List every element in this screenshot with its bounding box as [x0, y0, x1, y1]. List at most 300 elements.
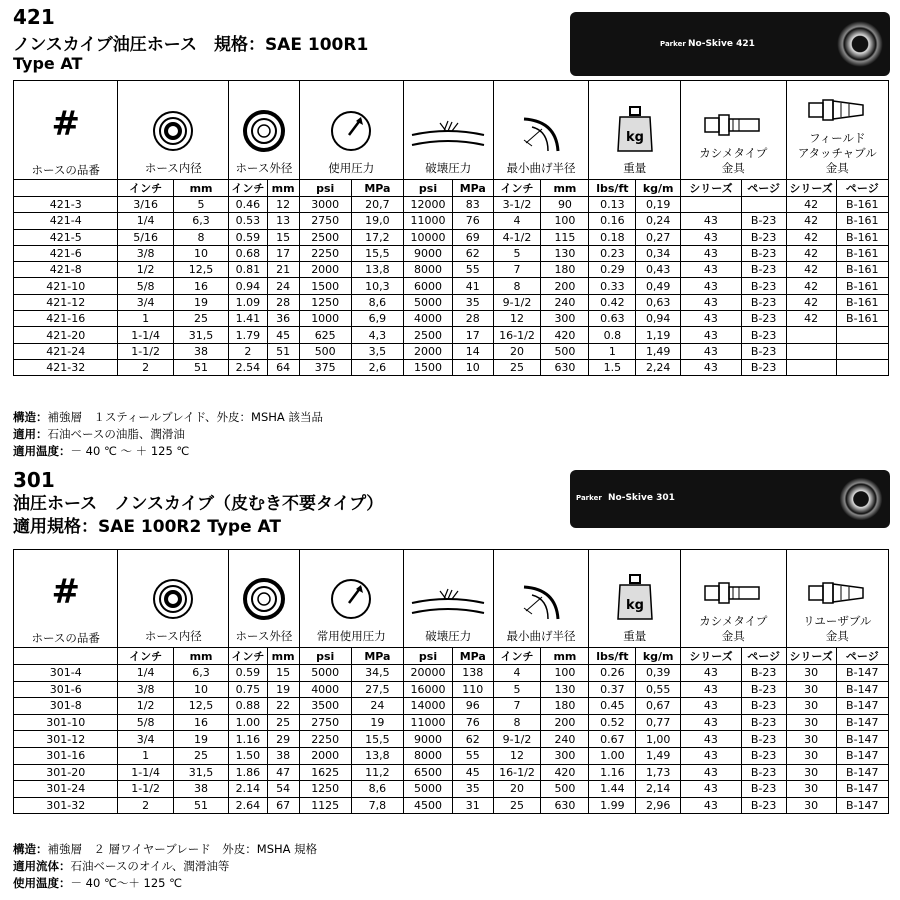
hash-icon: # — [51, 571, 80, 612]
table-cell: 5 — [173, 197, 228, 213]
table-cell: 43 — [681, 343, 742, 359]
table-cell: B-161 — [836, 213, 888, 229]
outer-diameter-icon — [229, 577, 298, 624]
hose-end — [830, 12, 890, 76]
header-row — [14, 81, 889, 180]
table-cell: 0,27 — [636, 229, 681, 245]
table-cell: 1 — [118, 311, 173, 327]
part-number-cell: 421-16 — [14, 311, 118, 327]
section-subtitle: Type AT — [13, 54, 83, 73]
hose-label: No-Skive 301 — [608, 493, 675, 503]
table-cell: 1250 — [299, 781, 351, 798]
table-cell: B-23 — [741, 359, 786, 375]
part-number-cell: 421-5 — [14, 229, 118, 245]
table-cell: 6,3 — [173, 665, 228, 682]
table-cell: 0.42 — [589, 294, 636, 310]
unit-label: インチ — [493, 648, 541, 665]
table-cell: 7,8 — [351, 797, 403, 814]
table-cell: 31,5 — [173, 327, 228, 343]
table-cell: B-147 — [836, 747, 888, 764]
part-number-cell: 301-16 — [14, 747, 118, 764]
table-cell: 1/2 — [118, 262, 173, 278]
unit-label: mm — [267, 180, 299, 197]
table-cell: 0.53 — [229, 213, 267, 229]
field-fitting-icon — [787, 580, 888, 609]
table-cell: 1,73 — [636, 764, 681, 781]
table-cell: 16-1/2 — [493, 764, 541, 781]
table-cell: 30 — [786, 747, 836, 764]
table-cell: 1,49 — [636, 343, 681, 359]
note-line: 適用流体：石油ベースのオイル、潤滑油等 — [13, 859, 230, 873]
table-cell: 2250 — [299, 245, 351, 261]
table-cell: 115 — [541, 229, 589, 245]
table-cell: 5/16 — [118, 229, 173, 245]
unit-label: シリーズ — [786, 648, 836, 665]
table-cell: 25 — [173, 311, 228, 327]
table-cell: 17 — [267, 245, 299, 261]
table-cell: 1-1/4 — [118, 327, 173, 343]
table-cell: 1.16 — [589, 764, 636, 781]
table-cell: 43 — [681, 213, 742, 229]
table-cell: 16000 — [404, 681, 453, 698]
table-cell: 9-1/2 — [493, 731, 541, 748]
table-cell: 8 — [173, 229, 228, 245]
table-cell — [786, 327, 836, 343]
table-cell: 1250 — [299, 294, 351, 310]
table-cell: 1500 — [404, 359, 453, 375]
table-cell: 20,7 — [351, 197, 403, 213]
section-subtitle: 適用規格：SAE 100R2 Type AT — [13, 517, 281, 537]
table-cell: 17,2 — [351, 229, 403, 245]
table-cell: B-147 — [836, 781, 888, 798]
header-pressure-gauge: 使用圧力 — [299, 81, 403, 180]
table-cell: 6,3 — [173, 213, 228, 229]
table-cell: 4 — [493, 213, 541, 229]
header-crimp-fitting: カシメタイプ 金具 — [681, 81, 786, 180]
header-crimp-fitting: カシメタイプ 金具 — [681, 550, 786, 648]
table-cell: 0.63 — [589, 311, 636, 327]
table-cell: 5000 — [404, 781, 453, 798]
part-number-cell: 421-4 — [14, 213, 118, 229]
table-cell: 12,5 — [173, 698, 228, 715]
header-part-number: # ホースの品番 — [14, 550, 118, 648]
table-cell: B-23 — [741, 764, 786, 781]
table-row — [14, 229, 889, 245]
table-cell: 17 — [453, 327, 493, 343]
table-cell: 51 — [173, 797, 228, 814]
table-cell: 0.8 — [589, 327, 636, 343]
table-cell: 29 — [267, 731, 299, 748]
table-cell: B-161 — [836, 294, 888, 310]
table-cell: 20 — [493, 781, 541, 798]
table-cell: 38 — [173, 781, 228, 798]
table-cell: 10 — [173, 681, 228, 698]
unit-label: MPa — [453, 648, 493, 665]
spec-table-421 — [13, 80, 889, 376]
table-cell: 35 — [453, 294, 493, 310]
table-cell: 76 — [453, 213, 493, 229]
part-number-cell: 301-6 — [14, 681, 118, 698]
table-cell: 2.64 — [229, 797, 267, 814]
table-cell: 1/4 — [118, 213, 173, 229]
table-cell: 0.29 — [589, 262, 636, 278]
table-cell: 30 — [786, 797, 836, 814]
section-301 — [0, 465, 900, 900]
note-line: 構造：補強層 １スティールブレイド、外皮：MSHA 該当品 — [13, 410, 323, 424]
table-row — [14, 665, 889, 682]
table-cell: 96 — [453, 698, 493, 715]
table-cell: 43 — [681, 731, 742, 748]
table-cell: 55 — [453, 262, 493, 278]
table-cell: 0,19 — [636, 197, 681, 213]
table-cell: 16 — [173, 714, 228, 731]
table-row — [14, 245, 889, 261]
part-number-cell: 301-20 — [14, 764, 118, 781]
unit-label: シリーズ — [681, 180, 742, 197]
inner-diameter-icon — [118, 109, 228, 156]
table-cell: 8 — [493, 714, 541, 731]
table-cell: 3-1/2 — [493, 197, 541, 213]
table-cell: 630 — [541, 359, 589, 375]
table-cell: B-147 — [836, 681, 888, 698]
table-cell: 2750 — [299, 213, 351, 229]
table-cell: B-23 — [741, 714, 786, 731]
table-cell: 1-1/4 — [118, 764, 173, 781]
unit-label: MPa — [351, 180, 403, 197]
unit-label: psi — [299, 180, 351, 197]
table-cell: 45 — [267, 327, 299, 343]
table-cell: 42 — [786, 278, 836, 294]
table-cell: 11000 — [404, 714, 453, 731]
table-cell: 6,9 — [351, 311, 403, 327]
table-cell: 1 — [118, 747, 173, 764]
table-cell: 42 — [786, 294, 836, 310]
table-cell: 76 — [453, 714, 493, 731]
table-cell: 0,43 — [636, 262, 681, 278]
table-cell — [681, 197, 742, 213]
table-cell: 0,63 — [636, 294, 681, 310]
table-cell: 4000 — [299, 681, 351, 698]
table-cell: 28 — [267, 294, 299, 310]
table-cell: 43 — [681, 229, 742, 245]
table-cell: 3/8 — [118, 681, 173, 698]
table-cell: 36 — [267, 311, 299, 327]
table-cell: 43 — [681, 327, 742, 343]
part-number-cell: 301-12 — [14, 731, 118, 748]
table-row — [14, 731, 889, 748]
table-cell: 1.00 — [229, 714, 267, 731]
table-cell: B-23 — [741, 731, 786, 748]
table-cell: 5 — [493, 245, 541, 261]
table-cell: B-23 — [741, 262, 786, 278]
table-cell — [786, 343, 836, 359]
table-cell: 375 — [299, 359, 351, 375]
table-cell: 83 — [453, 197, 493, 213]
burst-icon — [404, 119, 493, 156]
table-cell: 0.33 — [589, 278, 636, 294]
table-cell: 1.09 — [229, 294, 267, 310]
unit-label: ページ — [836, 648, 888, 665]
table-cell: 0,39 — [636, 665, 681, 682]
header-pressure-gauge: 常用使用圧力 — [299, 550, 403, 648]
table-cell: B-147 — [836, 714, 888, 731]
table-cell: 25 — [493, 359, 541, 375]
table-cell: 43 — [681, 747, 742, 764]
header-outer-diameter: ホース外径 — [229, 81, 299, 180]
table-cell: 55 — [453, 747, 493, 764]
table-cell: 3/4 — [118, 731, 173, 748]
table-cell: 1/2 — [118, 698, 173, 715]
table-cell: 2750 — [299, 714, 351, 731]
table-cell: 34,5 — [351, 665, 403, 682]
unit-label: lbs/ft — [589, 648, 636, 665]
table-cell: B-23 — [741, 229, 786, 245]
unit-label: シリーズ — [786, 180, 836, 197]
table-cell: 43 — [681, 665, 742, 682]
table-cell: 180 — [541, 262, 589, 278]
table-row — [14, 764, 889, 781]
table-cell: B-161 — [836, 311, 888, 327]
header-field-fitting: フィールド アタッチャブル 金具 — [786, 81, 888, 180]
table-cell: 0.67 — [589, 731, 636, 748]
table-cell: 8000 — [404, 747, 453, 764]
table-cell: 64 — [267, 359, 299, 375]
table-cell: 630 — [541, 797, 589, 814]
table-cell: 300 — [541, 747, 589, 764]
table-row — [14, 278, 889, 294]
table-cell: 2,6 — [351, 359, 403, 375]
table-cell: 21 — [267, 262, 299, 278]
part-number-cell: 301-24 — [14, 781, 118, 798]
part-number-cell: 301-8 — [14, 698, 118, 715]
table-cell: 3000 — [299, 197, 351, 213]
table-cell: 0,55 — [636, 681, 681, 698]
part-number-cell: 421-10 — [14, 278, 118, 294]
table-cell: 7 — [493, 698, 541, 715]
table-cell: 43 — [681, 262, 742, 278]
table-cell: B-23 — [741, 747, 786, 764]
table-cell: 1,49 — [636, 747, 681, 764]
table-cell: B-23 — [741, 294, 786, 310]
table-cell: 1625 — [299, 764, 351, 781]
table-cell: 35 — [453, 781, 493, 798]
burst-icon — [404, 587, 493, 624]
table-cell: 43 — [681, 311, 742, 327]
table-cell: B-161 — [836, 197, 888, 213]
spec-table-301 — [13, 549, 889, 814]
units-row — [14, 648, 889, 665]
table-cell — [836, 327, 888, 343]
table-cell: B-23 — [741, 797, 786, 814]
table-cell: 10,3 — [351, 278, 403, 294]
table-cell: 19 — [173, 294, 228, 310]
section-title: 油圧ホース ノンスカイブ（皮むき不要タイプ） — [13, 494, 384, 514]
table-cell: 2,24 — [636, 359, 681, 375]
table-cell: 30 — [786, 781, 836, 798]
table-cell: 3,5 — [351, 343, 403, 359]
table-cell: 1500 — [299, 278, 351, 294]
table-cell: 180 — [541, 698, 589, 715]
notes-421 — [13, 409, 323, 460]
table-cell: B-147 — [836, 731, 888, 748]
table-cell: 24 — [267, 278, 299, 294]
table-cell: 15,5 — [351, 731, 403, 748]
part-number-cell: 301-4 — [14, 665, 118, 682]
table-cell: 4-1/2 — [493, 229, 541, 245]
note-line: 適用：石油ベースの油脂、潤滑油 — [13, 427, 185, 441]
table-cell: 43 — [681, 698, 742, 715]
table-cell: 90 — [541, 197, 589, 213]
table-cell — [786, 359, 836, 375]
table-cell: 0.18 — [589, 229, 636, 245]
table-cell: 43 — [681, 245, 742, 261]
table-cell: 300 — [541, 311, 589, 327]
table-cell: 8,6 — [351, 781, 403, 798]
part-number-cell: 421-8 — [14, 262, 118, 278]
table-cell: 0,34 — [636, 245, 681, 261]
header-weight-kg: kg 重量 — [589, 81, 681, 180]
table-cell: 0.16 — [589, 213, 636, 229]
table-cell: B-23 — [741, 681, 786, 698]
table-cell: 0,77 — [636, 714, 681, 731]
table-cell: 2250 — [299, 731, 351, 748]
table-cell: 5000 — [299, 665, 351, 682]
table-cell: 1,00 — [636, 731, 681, 748]
header-weight-kg: kg 重量 — [589, 550, 681, 648]
weight-kg-icon — [589, 573, 680, 624]
table-cell: 8000 — [404, 262, 453, 278]
table-cell: 200 — [541, 278, 589, 294]
unit-label: MPa — [453, 180, 493, 197]
unit-label: インチ — [493, 180, 541, 197]
table-cell: 10 — [453, 359, 493, 375]
table-cell: 0.75 — [229, 681, 267, 698]
table-cell: 30 — [786, 714, 836, 731]
table-cell: B-23 — [741, 781, 786, 798]
table-cell: 42 — [786, 197, 836, 213]
table-cell: 0.26 — [589, 665, 636, 682]
table-cell: 51 — [173, 359, 228, 375]
table-cell: 20 — [493, 343, 541, 359]
table-cell: 43 — [681, 681, 742, 698]
notes-301 — [13, 841, 317, 892]
section-title: ノンスカイブ油圧ホース 規格：SAE 100R1 — [13, 35, 369, 55]
table-cell: 2,14 — [636, 781, 681, 798]
table-cell: 13 — [267, 213, 299, 229]
table-row — [14, 311, 889, 327]
table-cell: 42 — [786, 245, 836, 261]
table-cell: 12000 — [404, 197, 453, 213]
table-cell: 0.45 — [589, 698, 636, 715]
table-cell: 15,5 — [351, 245, 403, 261]
inner-diameter-icon — [118, 577, 228, 624]
table-cell: B-161 — [836, 278, 888, 294]
table-cell: 19,0 — [351, 213, 403, 229]
hose-photo-421 — [570, 12, 890, 76]
header-bend-radius: 最小曲げ半径 — [493, 81, 589, 180]
table-cell: 28 — [453, 311, 493, 327]
part-number-cell: 421-12 — [14, 294, 118, 310]
table-cell: 24 — [351, 698, 403, 715]
table-cell: 27,5 — [351, 681, 403, 698]
part-number-cell: 301-32 — [14, 797, 118, 814]
table-cell: 0.88 — [229, 698, 267, 715]
table-cell: 500 — [299, 343, 351, 359]
table-cell: 9-1/2 — [493, 294, 541, 310]
table-cell: 69 — [453, 229, 493, 245]
table-cell: B-23 — [741, 245, 786, 261]
table-cell: 12,5 — [173, 262, 228, 278]
table-cell: 240 — [541, 294, 589, 310]
table-cell: 13,8 — [351, 747, 403, 764]
table-cell: 38 — [267, 747, 299, 764]
header-bend-radius: 最小曲げ半径 — [493, 550, 589, 648]
table-cell: 0.59 — [229, 665, 267, 682]
table-row — [14, 197, 889, 213]
table-cell: 19 — [267, 681, 299, 698]
table-cell: 62 — [453, 245, 493, 261]
table-cell: 11,2 — [351, 764, 403, 781]
table-cell: 8 — [493, 278, 541, 294]
table-cell: 4 — [493, 665, 541, 682]
table-cell: 9000 — [404, 245, 453, 261]
table-row — [14, 343, 889, 359]
unit-label: インチ — [229, 648, 267, 665]
table-cell: 16 — [173, 278, 228, 294]
table-cell: 1.50 — [229, 747, 267, 764]
pressure-gauge-icon — [300, 577, 403, 624]
table-cell: 138 — [453, 665, 493, 682]
table-cell: 5/8 — [118, 278, 173, 294]
table-cell: 5 — [493, 681, 541, 698]
table-cell: 30 — [786, 681, 836, 698]
header-field-fitting: リユーザブル 金具 — [786, 550, 888, 648]
table-row — [14, 781, 889, 798]
table-cell: 67 — [267, 797, 299, 814]
header-row — [14, 550, 889, 648]
table-cell: 38 — [173, 343, 228, 359]
header-outer-diameter: ホース外径 — [229, 550, 299, 648]
table-cell: 0.94 — [229, 278, 267, 294]
unit-label: kg/m — [636, 648, 681, 665]
part-number-cell: 421-3 — [14, 197, 118, 213]
table-cell: 25 — [493, 797, 541, 814]
table-cell: 0.37 — [589, 681, 636, 698]
table-cell: 54 — [267, 781, 299, 798]
table-row — [14, 359, 889, 375]
header-inner-diameter: ホース内径 — [118, 550, 229, 648]
table-cell: 0.59 — [229, 229, 267, 245]
table-cell: 42 — [786, 311, 836, 327]
table-row — [14, 262, 889, 278]
table-row — [14, 294, 889, 310]
table-cell: 31,5 — [173, 764, 228, 781]
table-cell: 43 — [681, 278, 742, 294]
table-cell: 200 — [541, 714, 589, 731]
table-cell: 19 — [351, 714, 403, 731]
table-cell: 16-1/2 — [493, 327, 541, 343]
table-cell: 240 — [541, 731, 589, 748]
table-cell: 13,8 — [351, 262, 403, 278]
note-line: 適用温度：－ 40 ℃ ～ ＋ 125 ℃ — [13, 444, 190, 458]
table-cell: 7 — [493, 262, 541, 278]
table-cell: 31 — [453, 797, 493, 814]
table-cell: 14 — [453, 343, 493, 359]
table-cell: B-23 — [741, 327, 786, 343]
table-cell: 2000 — [299, 262, 351, 278]
table-cell: 43 — [681, 781, 742, 798]
unit-label: mm — [541, 648, 589, 665]
